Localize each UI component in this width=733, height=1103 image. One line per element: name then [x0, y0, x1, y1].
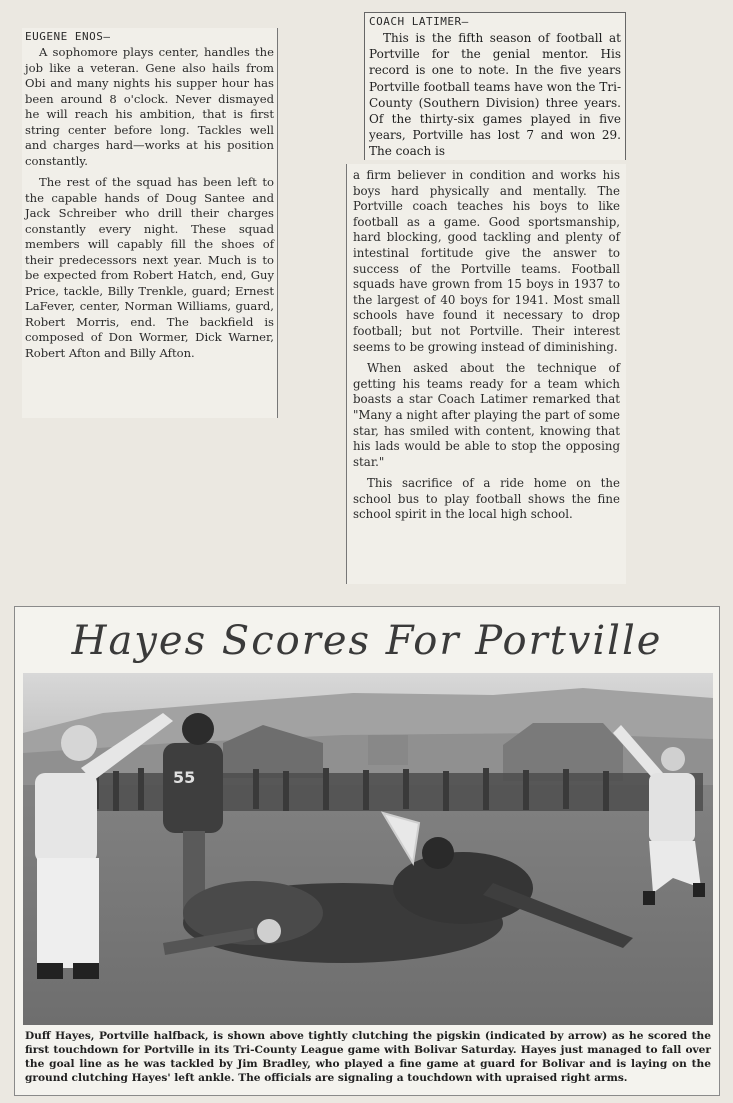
enos-heading: EUGENE ENOS— [25, 30, 111, 43]
enos-paragraph-1: A sophomore plays center, handles the job like a veteran. Gene also hails from Obi and many nights his supper hour has been around 8 o'clock. Never dismayed he will reach his ambition, that is first string center before long. Tackles well and charges hard—works at his position constantly. [25, 45, 274, 168]
clipping-coach-latimer [364, 12, 626, 160]
coach-paragraph-continued: a firm believer in condition and works his boys hard physically and mentally. The Portville coach teaches his boys to like football as a game. Good sportsmanship, hard blocking, good tackling and plenty of intestinal fortitude give the answer to success of the Portville teams. Football squads have grown from 15 boys in 1937 to the largest of 40 boys for 1941. Most small schools have found it necessary to drop football; but not Portville. Their interest seems to be growing instead of diminishing. [353, 168, 620, 354]
coach-paragraph-technique: When asked about the technique of getting his teams ready for a team which boasts a star Coach Latimer remarked that "Many a night after playing the part of some star, has smiled with content, knowing that his lads would be able to stop the opposing star." [353, 361, 620, 469]
enos-paragraph-2: The rest of the squad has been left to the capable hands of Doug Santee and Jack Schreiber who drill their charges constantly every night. These squad members will capably fill the shoes of their predecessors next year. Much is to be expected from Robert Hatch, end, Guy Price, tackle, Billy Trenkle, guard; Ernest LaFever, center, Norman Williams, guard, Robert Morris, end. The backfield is composed of Don Wormer, Dick Warner, Robert Afton and Billy Afton. [25, 175, 274, 360]
photo-caption: Duff Hayes, Portville halfback, is shown above tightly clutching the pigskin (indicated by arrow) as he scored the first touchdown for Portville in its Tri-County League game with Bolivar Saturday. Hayes just managed to fall over the goal line as he was tackled by Jim Bradley, who played a fine game at guard for Bolivar and is laying on the ground clutching Hayes' left ankle. The officials are signaling a touchdown with upraised right arms. [25, 1030, 711, 1084]
football-scene-graphic [23, 673, 713, 1025]
clipping-coach-continued [346, 164, 626, 584]
photo-headline: Hayes Scores For Portville [71, 618, 663, 664]
coach-paragraph-spirit: This sacrifice of a ride home on the school bus to play football shows the fine school spirit in the local high school. [353, 476, 620, 522]
football-photo [23, 673, 713, 1025]
photo-clipping [14, 606, 720, 1096]
coach-heading: COACH LATIMER— [369, 15, 469, 28]
clipping-eugene-enos [22, 28, 278, 418]
jersey-number: 55 [173, 768, 196, 787]
coach-paragraph-top: This is the fifth season of football at Portville for the genial mentor. His record is one to note. In the five years Portville football teams have won the Tri-County (Southern Division) three years. Of the thirty-six games played in five years, Portville has lost 7 and won 29. The coach is [369, 31, 621, 159]
